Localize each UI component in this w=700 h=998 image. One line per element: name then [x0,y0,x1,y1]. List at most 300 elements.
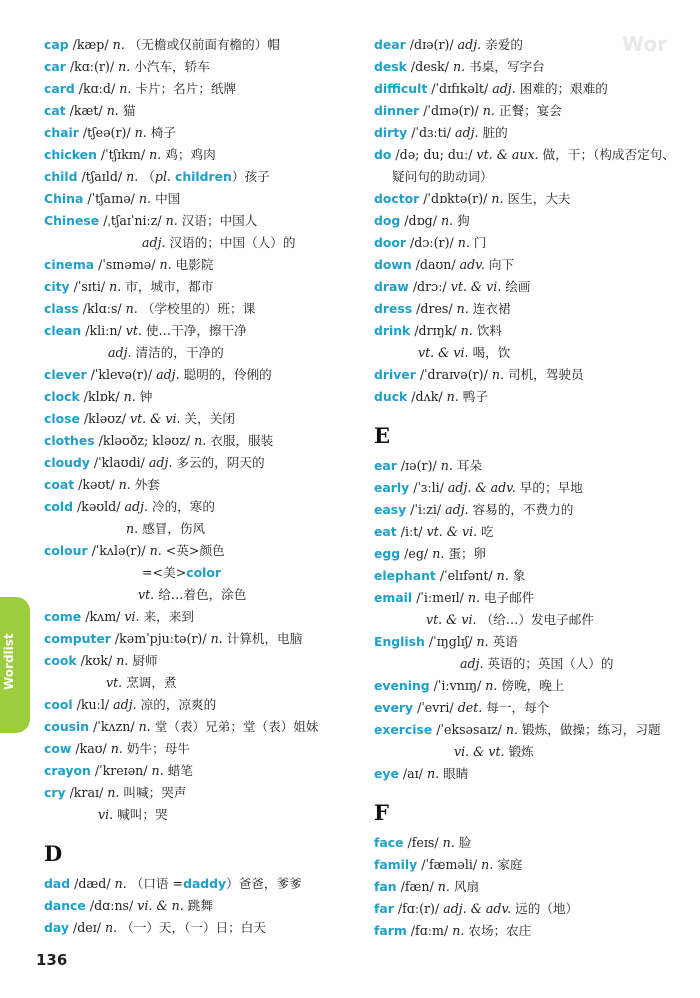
phonetic: /kəʊt/ [78,477,115,492]
definition: 农场；农庄 [468,923,532,938]
phonetic: /ˈkreɪən/ [94,763,148,778]
definition: 多云的，阴天的 [176,455,265,470]
headword[interactable]: drink [374,323,411,338]
entry-line [44,188,359,210]
phonetic: /kuːl/ [76,697,110,712]
wordlist-entry [374,364,694,386]
phonetic: /kæt/ [69,103,103,118]
headword[interactable]: egg [374,546,401,561]
entry-line [374,100,694,122]
entry-line [374,763,694,785]
headword[interactable]: English [374,634,425,649]
headword[interactable]: evening [374,678,430,693]
definition: 早的；早地 [519,480,583,495]
phonetic: /ɪə(r)/ [400,458,437,473]
wordlist-entry [374,122,694,144]
headword[interactable]: come [44,609,82,624]
wordlist-entry [44,606,359,628]
entry-line [44,895,359,917]
entry-continuation [374,166,694,188]
phonetic: /dɪə(r)/ [409,37,454,52]
headword[interactable]: clock [44,389,80,404]
headword[interactable]: desk [374,59,407,74]
entry-line [374,210,694,232]
wordlist-entry [44,298,359,320]
wordlist-entry [44,694,359,716]
entry-line [374,854,694,876]
wordlist-entry [44,408,359,430]
entry-line [44,628,359,650]
wordlist-entry [374,832,694,854]
phonetic: /dɑːns/ [89,898,134,913]
entry-line [44,56,359,78]
wordlist-entry [44,188,359,210]
part-of-speech: n. [194,433,207,448]
part-of-speech: n. [481,857,494,872]
definition: 喝，饮 [472,345,511,360]
definition: 连衣裙 [472,301,511,316]
wordlist-entry [44,628,359,650]
entry-line [44,782,359,804]
entry-line [374,565,694,587]
entry-line [44,210,359,232]
part-of-speech: n. [505,722,519,737]
definition: 关，关闭 [184,411,235,426]
definition: 电影院 [175,257,214,272]
part-of-speech: vt. & vi. [426,612,477,627]
wordlist-entry [374,34,694,56]
entry-line [44,254,359,276]
definition: 容易的，不费力的 [472,502,574,517]
headword[interactable]: cinema [44,257,95,272]
part-of-speech: vt. & vi. [418,345,469,360]
wordlist-entry [374,210,694,232]
wordlist-entry [374,675,694,697]
entry-line [44,166,359,188]
phonetic: /drɪŋk/ [414,323,457,338]
definition: 衣服，服装 [210,433,274,448]
definition: 象 [512,568,526,583]
entry-continuation [374,609,694,631]
entry-continuation [44,342,359,364]
entry-line [374,276,694,298]
wordlist-entry [374,631,694,675]
definition: 电子邮件 [484,590,535,605]
headword[interactable]: doctor [374,191,420,206]
phonetic: /ˈelɪfənt/ [439,568,493,583]
entry-continuation [44,232,359,254]
part-of-speech: n. [426,766,440,781]
definition: 英语的；英国（人）的 [487,656,614,671]
entry-line [374,587,694,609]
entry-line [374,298,694,320]
phonetic: /klɑːs/ [82,301,122,316]
headword[interactable]: clever [44,367,87,382]
part-of-speech: n. [149,543,162,558]
phonetic: /kʌm/ [85,609,121,624]
part-of-speech: n. [119,81,132,96]
headword[interactable]: dinner [374,103,420,118]
headword[interactable]: down [374,257,412,272]
entry-line [374,697,694,719]
definition: 英语 [492,634,518,649]
entry-continuation [44,562,359,584]
wordlist-entry [44,873,359,895]
wordlist-entry [374,386,694,408]
entry-line [44,100,359,122]
phonetic: /fɑːm/ [410,923,449,938]
part-of-speech: n. [210,631,223,646]
part-of-speech: vt. & aux. [476,147,539,162]
part-of-speech: n. [491,191,504,206]
definition: 奶牛；母牛 [126,741,190,756]
headword[interactable]: draw [374,279,409,294]
headword[interactable]: elephant [374,568,436,583]
headword[interactable]: clean [44,323,82,338]
phonetic: /kləʊz/ [83,411,126,426]
wordlist-entry [44,276,359,298]
part-of-speech: adj. [445,502,469,517]
wordlist-entry [374,455,694,477]
definition: 凉的，凉爽的 [140,697,217,712]
part-of-speech: n. [138,191,152,206]
wordlist-entry [44,496,359,540]
wordlist-entry [44,210,359,254]
headword[interactable]: eat [374,524,397,539]
part-of-speech: n. [467,590,480,605]
phonetic: /ˈtʃɪkɪn/ [100,147,146,162]
phonetic: /ˈiːmeɪl/ [416,590,464,605]
wordlist-entry [44,144,359,166]
definition: 锻炼，做操；练习，习题 [522,722,661,737]
cross-reference[interactable]: daddy [183,876,227,891]
headword[interactable]: dear [374,37,406,52]
headword[interactable]: cap [44,37,69,52]
headword[interactable]: every [374,700,414,715]
headword[interactable]: Chinese [44,213,100,228]
definition: 跳舞 [187,898,213,913]
definition-prefix: =<美> [142,565,187,580]
headword[interactable]: difficult [374,81,428,96]
wordlist-watermark: Wor [622,32,667,56]
definition: 小汽车，轿车 [134,59,210,74]
phonetic: /kæp/ [72,37,109,52]
headword[interactable]: face [374,835,404,850]
wordlist-entry [374,543,694,565]
entry-line [374,232,694,254]
headword[interactable]: fan [374,879,397,894]
part-of-speech: adj. [457,37,482,52]
part-of-speech: n. [118,59,131,74]
definition: 医生，大夫 [507,191,571,206]
phonetic: /aɪ/ [402,766,423,781]
wordlist-entry [44,34,359,56]
phonetic: /ˈtʃaɪnə/ [87,191,135,206]
wordlist-entry [374,854,694,876]
entry-line [374,499,694,521]
definition: 汉语的；中国（人）的 [169,235,296,250]
page-number: 136 [36,951,68,969]
definition: 脏的 [482,125,508,140]
headword[interactable]: cry [44,785,66,800]
definition: 猫 [122,103,136,118]
headword[interactable]: do [374,147,392,162]
headword[interactable]: easy [374,502,407,517]
section-letter: D [44,841,63,866]
definition: 远的（地） [515,901,579,916]
wordlist-entry [374,232,694,254]
phonetic: /iːt/ [400,524,423,539]
headword[interactable]: ear [374,458,397,473]
part-of-speech: n. [118,477,131,492]
definition: 鸡；鸡肉 [165,147,216,162]
headword[interactable]: city [44,279,70,294]
part-of-speech: n. [126,521,139,536]
part-of-speech: n. [442,835,455,850]
phonetic: /kɑː(r)/ [69,59,115,74]
headword[interactable]: dirty [374,125,408,140]
phonetic: /ˈiːvnɪŋ/ [433,678,482,693]
wordlist-entry [374,56,694,78]
part-of-speech: adj. [156,367,180,382]
headword[interactable]: day [44,920,69,935]
headword[interactable]: cloudy [44,455,90,470]
entry-continuation [374,741,694,763]
headword[interactable]: cool [44,697,73,712]
headword[interactable]: cat [44,103,66,118]
wordlist-entry [44,430,359,452]
wordlist-entry [374,100,694,122]
headword[interactable]: card [44,81,75,96]
phonetic: /dæd/ [74,876,111,891]
part-of-speech: n. [457,235,470,250]
definition: 计算机，电脑 [226,631,303,646]
part-of-speech: n. [112,37,125,52]
headword[interactable]: chair [44,125,79,140]
wordlist-entry [44,452,359,474]
definition: ）爸爸，爹爹 [226,876,302,891]
part-of-speech: vi. & n. [137,898,184,913]
headword[interactable]: dance [44,898,86,913]
phonetic: /fɑː(r)/ [397,901,440,916]
part-of-speech: adv. [459,257,485,272]
phonetic: /ˈevri/ [417,700,454,715]
phonetic: /klɒk/ [83,389,120,404]
headword[interactable]: dog [374,213,401,228]
phonetic: /ˈfæməli/ [421,857,478,872]
phonetic: /ˈkʌlə(r)/ [91,543,146,558]
part-of-speech: adj. [124,499,148,514]
definition-prefix: （口语 = [130,876,184,891]
headword[interactable]: chicken [44,147,97,162]
phonetic: /tʃaɪld/ [81,169,123,184]
phonetic: /kəmˈpjuːtə(r)/ [114,631,207,646]
entry-line [374,188,694,210]
part-of-speech: n. [456,301,469,316]
entry-line [44,873,359,895]
headword[interactable]: cousin [44,719,90,734]
definition: 困难的；艰难的 [519,81,608,96]
part-of-speech: n. [110,741,123,756]
part-of-speech: adj. [113,697,137,712]
definition: 感冒，伤风 [142,521,206,536]
part-of-speech: vt. & vi. [450,279,502,294]
entry-line [374,876,694,898]
headword[interactable]: family [374,857,418,872]
part-of-speech: n. [437,879,450,894]
definition: 叫喊；哭声 [123,785,187,800]
definition: 钟 [139,389,153,404]
headword[interactable]: far [374,901,394,916]
headword[interactable]: class [44,301,79,316]
cross-reference[interactable]: color [186,565,221,580]
definition: 每一，每个 [486,700,550,715]
headword[interactable]: clothes [44,433,95,448]
phonetic: /tʃeə(r)/ [82,125,131,140]
cross-reference[interactable]: children [175,169,232,184]
headword[interactable]: cook [44,653,77,668]
wordlist-entry [374,920,694,942]
headword[interactable]: cold [44,499,73,514]
section-letter: F [374,800,389,825]
phonetic: /ˈɜːli/ [413,480,444,495]
phonetic: /dɔː(r)/ [410,235,454,250]
part-of-speech: adj. & adv. [447,480,516,495]
wordlist-entry [44,716,359,738]
wordlist-entry [44,760,359,782]
entry-line [44,650,359,672]
part-of-speech: vt. [106,675,123,690]
entry-line [374,386,694,408]
headword[interactable]: dress [374,301,413,316]
definition: 喊叫；哭 [117,807,168,822]
part-of-speech: vt. [138,587,155,602]
wordlist-entry [44,100,359,122]
phonetic: /kraɪ/ [69,785,104,800]
definition: （无檐或仅前面有檐的）帽 [128,37,280,52]
headword[interactable]: driver [374,367,416,382]
definition: 傍晚，晚上 [501,678,565,693]
phonetic: /feɪs/ [407,835,439,850]
definition: 鸭子 [462,389,488,404]
wordlist-entry [374,144,694,188]
part-of-speech: n. [476,634,489,649]
headword[interactable]: early [374,480,410,495]
headword[interactable]: exercise [374,722,433,737]
definition: 蜡笔 [167,763,193,778]
part-of-speech: det. [457,700,483,715]
entry-line [44,474,359,496]
definition: 厨师 [132,653,158,668]
headword[interactable]: computer [44,631,111,646]
entry-line [374,719,694,741]
phonetic: /ˈsɪti/ [73,279,106,294]
wordlist-entry [44,782,359,826]
headword[interactable]: eye [374,766,399,781]
wordlist-entry [44,895,359,917]
definition: 家庭 [497,857,523,872]
headword[interactable]: email [374,590,413,605]
entry-line [374,364,694,386]
headword[interactable]: coat [44,477,75,492]
phonetic: /ˈdɜːti/ [411,125,451,140]
phonetic: /kɑːd/ [78,81,116,96]
part-of-speech: adj. [142,235,166,250]
entry-line [374,455,694,477]
headword[interactable]: farm [374,923,407,938]
phonetic: /eg/ [404,546,429,561]
headword[interactable]: duck [374,389,408,404]
definition: 聪明的，伶俐的 [183,367,272,382]
wordlist-entry [44,650,359,694]
phonetic: /ˈdɒktə(r)/ [423,191,488,206]
entry-line [374,521,694,543]
definition: 市，城市，都市 [125,279,214,294]
wordlist-entry [374,587,694,631]
entry-line [374,675,694,697]
phonetic: /dres/ [416,301,453,316]
phonetic: /drɔː/ [412,279,447,294]
entry-line [44,34,359,56]
definition: 疑问句的助动词） [392,169,493,184]
wordlist-entry [374,499,694,521]
headword[interactable]: child [44,169,78,184]
definition: 烹调，煮 [126,675,177,690]
phonetic: /ˈɪŋglɪʃ/ [428,634,473,649]
headword[interactable]: close [44,411,80,426]
entry-line [374,543,694,565]
part-of-speech: vi. [98,807,114,822]
entry-line [44,408,359,430]
wordlist-entry [374,763,694,785]
definition: 做，干；（构成否定句、 [542,147,675,162]
headword[interactable]: crayon [44,763,91,778]
definition: 椅子 [150,125,176,140]
part-of-speech: adj. [148,455,173,470]
headword[interactable]: car [44,59,66,74]
definition-prefix: （ [142,169,155,184]
entry-line [44,430,359,452]
phonetic: /ˈdɪnə(r)/ [423,103,479,118]
entry-line [44,540,359,562]
right-column [374,34,694,942]
definition: 司机，驾驶员 [507,367,584,382]
headword[interactable]: door [374,235,407,250]
part-of-speech: n. [485,678,498,693]
entry-line [374,920,694,942]
entry-line [44,452,359,474]
definition: 吃 [481,524,494,539]
headword[interactable]: cow [44,741,72,756]
part-of-speech: adj. [108,345,132,360]
phonetic: /kəʊld/ [77,499,121,514]
wordlist-entry [374,876,694,898]
definition: 饮料 [476,323,502,338]
definition: 卡片；名片；纸牌 [135,81,237,96]
part-of-speech: n. [134,125,147,140]
left-column [44,34,359,939]
part-of-speech: n. [165,213,178,228]
definition: 亲爱的 [485,37,523,52]
headword[interactable]: colour [44,543,88,558]
headword[interactable]: China [44,191,84,206]
entry-line [44,320,359,342]
entry-continuation [44,518,359,540]
wordlist-entry [374,188,694,210]
headword[interactable]: dad [44,876,71,891]
definition: 绘画 [505,279,531,294]
phonetic: /ˈdraɪvə(r)/ [419,367,488,382]
